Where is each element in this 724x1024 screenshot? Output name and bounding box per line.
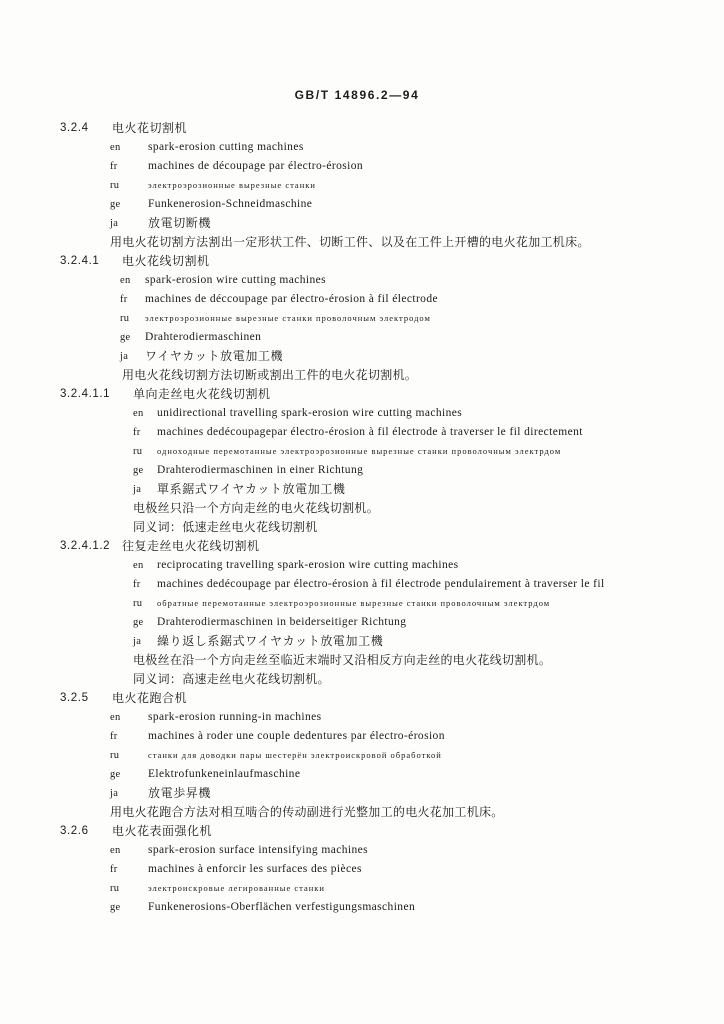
lang-code-ge: ge	[133, 465, 144, 476]
ja-term: 繰り返し系鋸式ワイヤカット放電加工機	[157, 634, 384, 648]
ja-line	[0, 480, 724, 499]
en-line	[0, 271, 724, 290]
en-term: spark-erosion cutting machines	[148, 141, 304, 153]
fr-line	[0, 290, 724, 309]
ge-term: Elektrofunkeneinlaufmaschine	[148, 768, 301, 780]
ru-line	[0, 594, 724, 613]
lang-code-ru: ru	[120, 313, 130, 324]
lang-code-en: en	[133, 560, 144, 571]
ru-line	[0, 746, 724, 765]
ge-line	[0, 195, 724, 214]
lang-code-en: en	[133, 408, 144, 419]
ge-line	[0, 328, 724, 347]
lang-code-ru: ru	[133, 598, 143, 609]
lang-code-ru: ru	[133, 446, 143, 457]
en-term: spark-erosion wire cutting machines	[145, 274, 327, 286]
fr-term: machines dedécoupagepar électro-érosion à fil électrode à traverser le fil directement	[157, 426, 583, 438]
ge-line	[0, 613, 724, 632]
lang-code-ja: ja	[110, 788, 119, 799]
synonym-line	[0, 670, 724, 689]
entry-definition: 用电火花跑合方法对相互啮合的传动副进行光整加工的电火花加工机床。	[110, 805, 504, 819]
definition-line	[0, 499, 724, 518]
ge-term: Funkenerosions-Oberflächen verfestigungsmaschinen	[148, 901, 416, 913]
ge-line	[0, 898, 724, 917]
fr-term: machines de découpage par électro-érosion	[148, 160, 363, 172]
lang-code-ge: ge	[110, 769, 121, 780]
synonym-line	[0, 518, 724, 537]
entry-definition: 用电火花切割方法割出一定形状工件、切断工件、以及在工件上开槽的电火花加工机床。	[110, 235, 590, 249]
lang-code-ru: ru	[110, 750, 120, 761]
entry-synonym: 同义词：高速走丝电火花线切割机。	[133, 672, 330, 686]
entry-number: 3.2.4.1	[60, 255, 100, 267]
en-term: reciprocating travelling spark-erosion wire cutting machines	[157, 559, 459, 571]
ge-line	[0, 461, 724, 480]
fr-term: machines dedécoupage par électro-érosion à fil électrode pendulairement à traverser le fil	[157, 578, 605, 590]
en-line	[0, 138, 724, 157]
lang-code-en: en	[120, 275, 131, 286]
ru-term: электроэрозионные вырезные станки проволочным электродом	[145, 313, 431, 323]
definition-line	[0, 366, 724, 385]
ru-term: одноходные перемотанные электроэрозионные вырезные станки проволочным электрдом	[157, 446, 562, 456]
definition-line	[0, 803, 724, 822]
entry-term: 单向走丝电火花线切割机	[133, 387, 271, 401]
lang-code-fr: fr	[133, 427, 141, 438]
definition-line	[0, 651, 724, 670]
ja-term: 放電切断機	[148, 216, 212, 230]
entry-heading	[0, 689, 724, 708]
entry-term: 电火花切割机	[112, 121, 188, 135]
ru-term: станки для доводки пары шестерён электроискровой обработкой	[148, 750, 442, 760]
ru-term: обратные перемотанные электроэрозионные вырезные станки проволочным электрдом	[157, 598, 551, 608]
entry-heading	[0, 385, 724, 404]
en-term: spark-erosion surface intensifying machines	[148, 844, 368, 856]
ge-line	[0, 765, 724, 784]
ja-term: 放電歩昇機	[148, 786, 212, 800]
lang-code-en: en	[110, 142, 121, 153]
en-line	[0, 404, 724, 423]
ru-line	[0, 442, 724, 461]
en-term: spark-erosion running-in machines	[148, 711, 322, 723]
standard-code-header: GB/T 14896.2—94	[294, 88, 420, 102]
en-line	[0, 841, 724, 860]
lang-code-fr: fr	[120, 294, 128, 305]
ja-line	[0, 347, 724, 366]
entry-term: 电火花表面强化机	[112, 824, 213, 838]
ja-line	[0, 632, 724, 651]
entry-heading	[0, 822, 724, 841]
ru-line	[0, 309, 724, 328]
entry-term: 电火花线切割机	[122, 254, 210, 268]
fr-line	[0, 727, 724, 746]
en-line	[0, 556, 724, 575]
entry-definition: 电极丝只沿一个方向走丝的电火花线切割机。	[133, 501, 380, 515]
definition-line	[0, 233, 724, 252]
ja-term: 單系鋸式ワイヤカット放電加工機	[157, 482, 346, 496]
ja-line	[0, 784, 724, 803]
en-term: unidirectional travelling spark-erosion wire cutting machines	[157, 407, 463, 419]
fr-line	[0, 157, 724, 176]
lang-code-ja: ja	[120, 351, 129, 362]
ru-line	[0, 879, 724, 898]
lang-code-ge: ge	[133, 617, 144, 628]
lang-code-fr: fr	[110, 731, 118, 742]
entry-heading	[0, 252, 724, 271]
ja-line	[0, 214, 724, 233]
lang-code-ru: ru	[110, 180, 120, 191]
lang-code-ru: ru	[110, 883, 120, 894]
en-line	[0, 708, 724, 727]
ge-term: Funkenerosion-Schneidmaschine	[148, 198, 313, 210]
ge-term: Drahterodiermaschinen in beiderseitiger Richtung	[157, 616, 407, 628]
lang-code-ja: ja	[110, 218, 119, 229]
fr-line	[0, 575, 724, 594]
entry-term: 电火花跑合机	[112, 691, 188, 705]
entry-synonym: 同义词：低速走丝电火花线切割机	[133, 520, 318, 534]
entry-heading	[0, 119, 724, 138]
entry-number: 3.2.6	[60, 825, 89, 837]
entry-term: 往复走丝电火花线切割机	[122, 539, 260, 553]
fr-line	[0, 423, 724, 442]
term-list	[0, 119, 724, 917]
ru-term: электроэрозионные вырезные станки	[148, 180, 316, 190]
entry-definition: 电极丝在沿一个方向走丝至临近末端时又沿相反方向走丝的电火花线切割机。	[133, 653, 552, 667]
lang-code-ge: ge	[110, 902, 121, 913]
lang-code-ge: ge	[110, 199, 121, 210]
ge-term: Drahterodiermaschinen	[145, 331, 262, 343]
ru-term: электроискровые легированные станки	[148, 883, 325, 893]
lang-code-ge: ge	[120, 332, 131, 343]
ja-term: ワイヤカット放電加工機	[145, 349, 284, 363]
lang-code-fr: fr	[110, 864, 118, 875]
entry-definition: 用电火花线切割方法切断或割出工件的电火花切割机。	[122, 368, 418, 382]
fr-term: machines de déccoupage par électro-érosion à fil électrode	[145, 293, 438, 305]
entry-number: 3.2.4.1.2	[60, 540, 111, 552]
lang-code-fr: fr	[133, 579, 141, 590]
lang-code-en: en	[110, 712, 121, 723]
lang-code-ja: ja	[133, 484, 142, 495]
lang-code-en: en	[110, 845, 121, 856]
lang-code-ja: ja	[133, 636, 142, 647]
fr-term: machines à roder une couple dedentures par électro-érosion	[148, 730, 445, 742]
entry-heading	[0, 537, 724, 556]
entry-number: 3.2.4.1.1	[60, 388, 111, 400]
entry-number: 3.2.5	[60, 692, 89, 704]
ge-term: Drahterodiermaschinen in einer Richtung	[157, 464, 364, 476]
ru-line	[0, 176, 724, 195]
fr-term: machines à enforcir les surfaces des pièces	[148, 863, 362, 875]
entry-number: 3.2.4	[60, 122, 89, 134]
lang-code-fr: fr	[110, 161, 118, 172]
fr-line	[0, 860, 724, 879]
